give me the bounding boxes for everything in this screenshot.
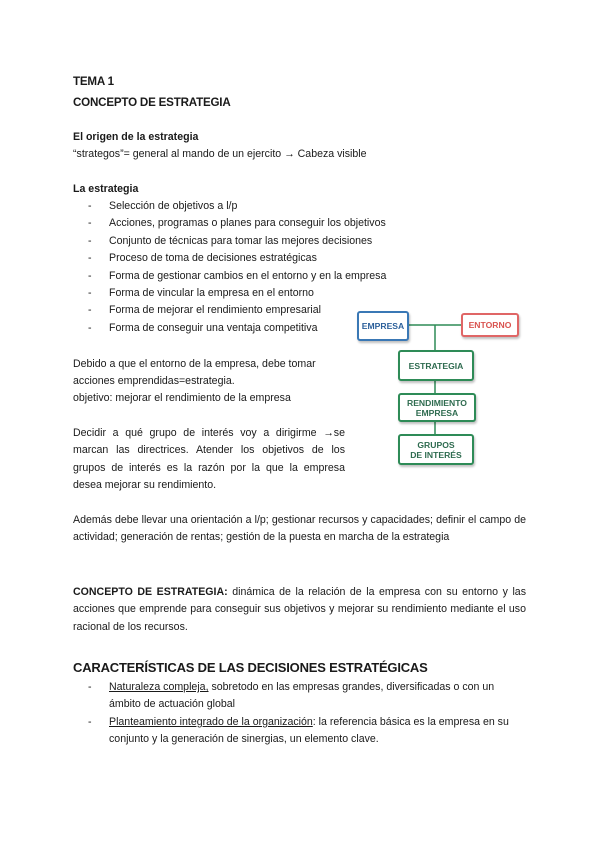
list-item: - Proceso de toma de decisiones estratégicas	[0, 250, 600, 267]
list-item: - Acciones, programas o planes para conseguir los objetivos	[0, 215, 600, 232]
bullet-dash: -	[88, 217, 92, 230]
grupos-box: GRUPOS DE INTERÉS	[398, 434, 474, 465]
paragraph-1-line-3: objetivo: mejorar el rendimiento de la empresa	[73, 392, 291, 404]
paragraph-1-line-1: Debido a que el entorno de la empresa, debe tomar	[73, 358, 316, 370]
paragraph-3: Además debe llevar una orientación a l/p; gestionar recursos y capacidades; definir el campo de actividad; generación de rentas; gestión de la puesta en marcha de la estrategia	[73, 514, 526, 544]
strategy-diagram	[355, 305, 525, 471]
origen-heading: El origen de la estrategia	[73, 131, 199, 143]
tema-label: TEMA 1	[73, 75, 114, 88]
list-item	[0, 714, 526, 749]
list-item: - Forma de conseguir una ventaja competitiva	[0, 320, 600, 337]
rendimiento-box: RENDIMIENTO EMPRESA	[398, 393, 476, 422]
bullet-dash: -	[88, 252, 92, 265]
bullet-dash: -	[88, 304, 92, 317]
list-item: - Forma de vincular la empresa en el entorno	[0, 285, 600, 302]
bullet-dash: -	[88, 200, 92, 212]
bullet-dash: -	[88, 681, 92, 693]
list-item: - Conjunto de técnicas para tomar las mejores decisiones	[0, 233, 600, 250]
empresa-box: EMPRESA	[357, 311, 409, 341]
bullet-dash: -	[88, 234, 92, 247]
item-term: Naturaleza compleja,	[109, 681, 209, 693]
caracteristicas-list	[0, 679, 600, 749]
item-text: sobretodo en las empresas grandes, diversificadas o con un ámbito de actuación global	[109, 681, 495, 711]
estrategia-heading: La estrategia	[73, 183, 139, 195]
list-item: - Forma de mejorar el rendimiento empresarial	[0, 302, 600, 319]
bullet-dash: -	[88, 715, 92, 728]
bullet-dash: -	[88, 269, 92, 282]
list-item: - Selección de objetivos a l/p	[0, 198, 600, 215]
list-item	[0, 679, 526, 714]
estrategia-box: ESTRATEGIA	[398, 350, 474, 381]
page-title: CONCEPTO DE ESTRATEGIA	[73, 96, 231, 109]
origen-text: “strategos”= general al mando de un ejercito → Cabeza visible	[73, 148, 367, 160]
concepto-text: dinámica de la relación de la empresa con su entorno y las acciones que emprende para conseguir sus objetivos y mejorar su rendimiento mediante el uso racional de los recursos.	[73, 586, 526, 633]
bullet-dash: -	[88, 286, 92, 299]
paragraph-2: Decidir a qué grupo de interés voy a dirigirme →se marcan las directrices. Atender los objetivos de los grupos de interés es la razón por la que la empresa desea mejorar su rendimiento.	[73, 427, 345, 492]
item-term: Planteamiento integrado de la organización	[109, 715, 313, 728]
paragraph-1-line-2: acciones emprendidas=estrategia.	[73, 375, 235, 387]
entorno-box: ENTORNO	[461, 313, 519, 337]
bullet-dash: -	[88, 321, 92, 334]
item-text: : la referencia básica es la empresa en su conjunto y la generación de sinergias, un elemento clave.	[109, 715, 509, 746]
caracteristicas-heading: CARACTERÍSTICAS DE LAS DECISIONES ESTRATÉGICAS	[73, 660, 428, 675]
list-item: - Forma de gestionar cambios en el entorno y en la empresa	[0, 268, 600, 285]
concepto-label: CONCEPTO DE ESTRATEGIA:	[73, 586, 228, 598]
concepto-paragraph	[73, 584, 526, 636]
